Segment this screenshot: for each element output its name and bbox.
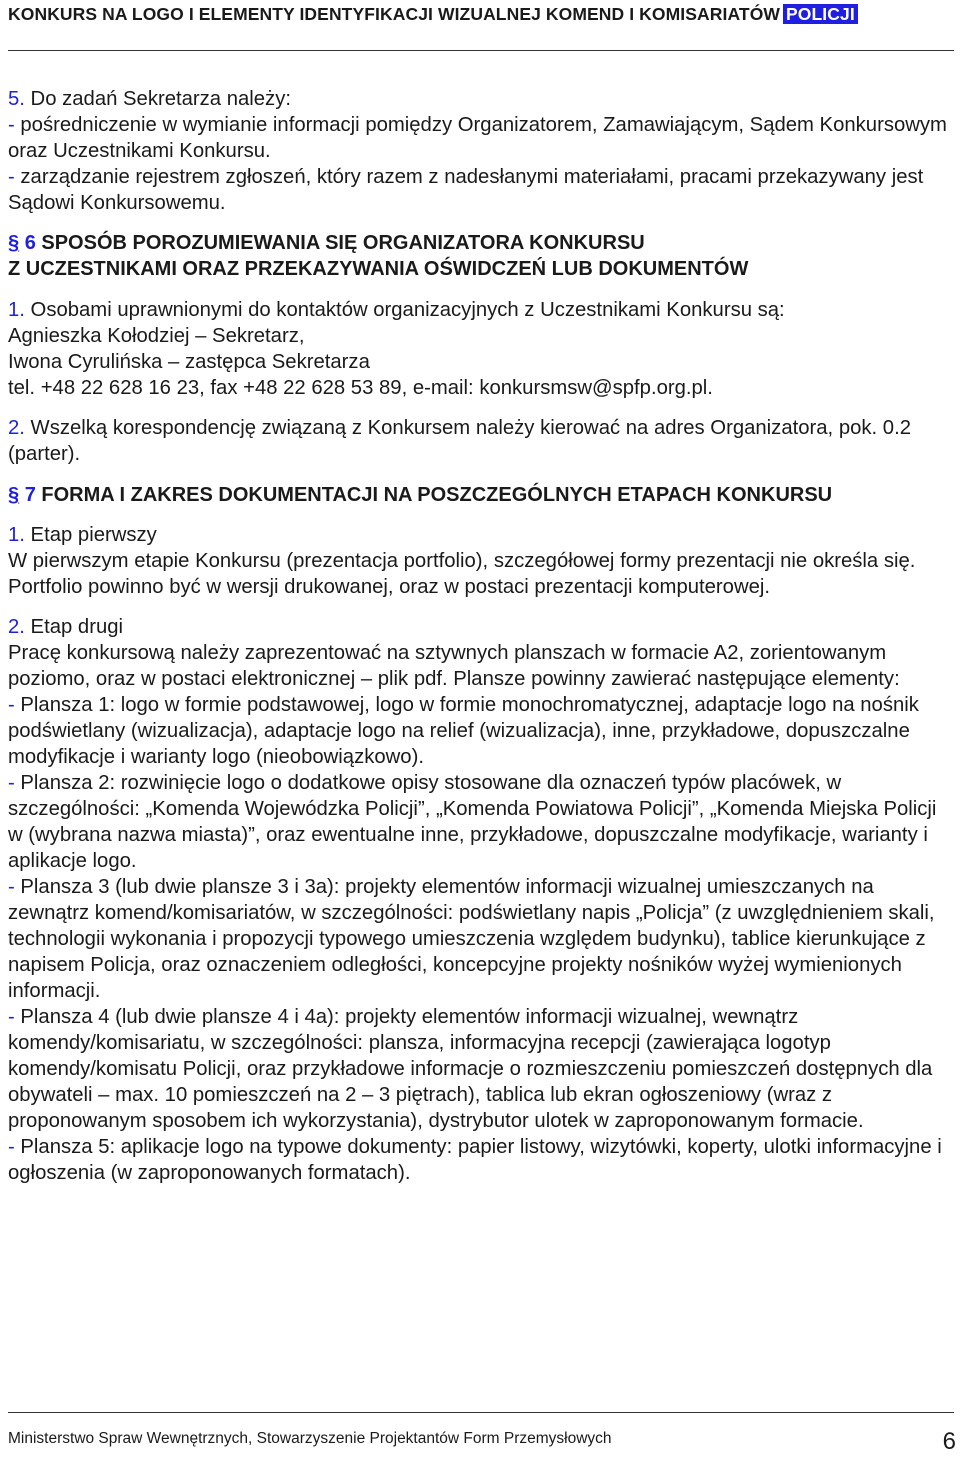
chapter-7	[8, 482, 952, 1186]
document-header	[8, 4, 954, 25]
list-item: - Plansza 3 (lub dwie plansze 3 i 3a): projekty elementów informacji wizualnej umieszczanych na zewnątrz komend/komisariatów, w szczególności: podświetlany napis „Policja” (z uwzględnieniem skali, technologii wykonania i propozycji typowego umieszczenia względem budynku), tablice kierunkujące z napisem Policja, oraz oznaczeniem odległości, koncepcyjne projekty nośników wyżej wymienionych informacji.	[8, 876, 935, 1002]
page-number: 6	[942, 1428, 956, 1455]
section-5-intro: 5. Do zadań Sekretarza należy:	[8, 88, 291, 110]
list-item: - Plansza 1: logo w formie podstawowej, logo w formie monochromatycznej, adaptacje logo na nośnik podświetlany (wizualizacja), adaptacje logo na relief (wizualizacja), inne, przykładowe, dopuszczalne modyfikacje i warianty logo (nieobowiązkowo).	[8, 694, 919, 768]
header-title: KONKURS NA LOGO I ELEMENTY IDENTYFIKACJI WIZUALNEJ KOMEND I KOMISARIATÓW	[8, 4, 781, 24]
list-item: - pośredniczenie w wymianie informacji pomiędzy Organizatorem, Zamawiającym, Sądem Konkursowym oraz Uczestnikami Konkursu.	[8, 114, 947, 162]
list-item: - Plansza 2: rozwinięcie logo o dodatkowe opisy stosowane dla oznaczeń typów placówek, w szczególności: „Komenda Wojewódzka Policji”, „Komenda Powiatowa Policji”, „Komenda Miejska Policji w (wybrana nazwa miasta)”, oraz ewentualne inne, przykładowe, dopuszczalne modyfikacje, warianty i aplikacje logo.	[8, 772, 937, 872]
chapter-7-heading: § 7 FORMA I ZAKRES DOKUMENTACJI NA POSZCZEGÓLNYCH ETAPACH KONKURSU	[8, 484, 833, 506]
stage-1: 1. Etap pierwszy W pierwszym etapie Konkursu (prezentacja portfolio), szczegółowej formy prezentacji nie określa się. Portfolio powinno być w wersji drukowanej, oraz w postaci prezentacji komputerowej.	[8, 524, 916, 598]
chapter-6-number: 6	[24, 232, 36, 254]
list-item: - Plansza 5: aplikacje logo na typowe dokumenty: papier listowy, wizytówki, koperty, ulotki informacyjne i ogłoszenia (w zaproponowanych formatach).	[8, 1136, 942, 1184]
chapter-6	[8, 230, 952, 467]
paragraph-sign-icon: §	[8, 232, 20, 254]
header-divider	[8, 50, 954, 51]
chapter-6-point-1: 1. Osobami uprawnionymi do kontaktów organizacyjnych z Uczestnikami Konkursu są: Agnieszka Kołodziej – Sekretarz, Iwona Cyrulińska – zastępca Sekretarza tel. +48 22 628 16 23, fax +48 22 628 53 89, e-mail: konkursmsw@spfp.org.pl.	[8, 299, 785, 399]
list-item: - zarządzanie rejestrem zgłoszeń, który razem z nadesłanymi materiałami, pracami przekazywany jest Sądowi Konkursowemu.	[8, 166, 924, 214]
chapter-7-number: 7	[24, 484, 36, 506]
footer-divider	[8, 1412, 954, 1413]
chapter-6-heading: § 6 SPOSÓB POROZUMIEWANIA SIĘ ORGANIZATORA KONKURSU Z UCZESTNIKAMI ORAZ PRZEKAZYWANIA OŚWIDCZEŃ LUB DOKUMENTÓW	[8, 232, 749, 280]
document-body	[8, 86, 952, 1186]
header-highlight: POLICJI	[783, 4, 858, 24]
contact-details: tel. +48 22 628 16 23, fax +48 22 628 53 89, e-mail: konkursmsw@spfp.org.pl.	[8, 377, 713, 399]
section-5	[8, 86, 952, 216]
section-5-number: 5.	[8, 88, 25, 110]
list-item: - Plansza 4 (lub dwie plansze 4 i 4a): projekty elementów informacji wizualnej, wewnątrz komendy/komisariatu, w szczególności: plansza, informacyjna recepcji (zawierająca logotyp komendy/komisatu Policji, oraz przykładowe informacje o rozmieszczeniu pomieszczeń dostępnych dla obywateli – max. 10 pomieszczeń na 2 – 3 piętrach), tablica lub ekran ogłoszeniowy (wraz z proponowanym sposobem ich wykorzystania), dystrybutor ulotek w zaproponowanym formacie.	[8, 1006, 933, 1132]
stage-2: 2. Etap drugi Pracę konkursową należy zaprezentować na sztywnych planszach w formacie A2, zorientowanym poziomo, oraz w postaci elektronicznej – plik pdf. Plansze powinny zawierać następujące elementy: - Plansza 1: logo w formie podstawowej, logo w formie monochromatycznej, adaptacje logo na nośnik podświetlany (wizualizacja), adaptacje logo na relief (wizualizacja), inne, przykładowe, dopuszczalne modyfikacje i warianty logo (nieobowiązkowo). - Plansza 2: rozwinięcie logo o dodatkowe opisy stosowane dla oznaczeń typów placówek, w szczególności: „Komenda Wojewódzka Policji”, „Komenda Powiatowa Policji”, „Komenda Miejska Policji w (wybrana nazwa miasta)”, oraz ewentualne inne, przykładowe, dopuszczalne modyfikacje, warianty i aplikacje logo. - Plansza 3 (lub dwie plansze 3 i 3a): projekty elementów informacji wizualnej umieszczanych na zewnątrz komend/komisariatów, w szczególności: podświetlany napis „Policja” (z uwzględnieniem skali, technologii wykonania i propozycji typowego umieszczenia względem budynku), tablice kierunkujące z napisem Policja, oraz oznaczeniem odległości, koncepcyjne projekty nośników wyżej wymienionych informacji. - Plansza 4 (lub dwie plansze 4 i 4a): projekty elementów informacji wizualnej, wewnątrz komendy/komisariatu, w szczególności: plansza, informacyjna recepcji (zawierająca logotyp komendy/komisatu Policji, oraz przykładowe informacje o rozmieszczeniu pomieszczeń dostępnych dla obywateli – max. 10 pomieszczeń na 2 – 3 piętrach), tablica lub ekran ogłoszeniowy (wraz z proponowanym sposobem ich wykorzystania), dystrybutor ulotek w zaproponowanym formacie. - Plansza 5: aplikacje logo na typowe dokumenty: papier listowy, wizytówki, koperty, ulotki informacyjne i ogłoszenia (w zaproponowanych formatach).	[8, 614, 952, 1186]
chapter-6-point-2: 2. Wszelką korespondencję związaną z Konkursem należy kierować na adres Organizatora, pok. 0.2 (parter).	[8, 417, 911, 465]
paragraph-sign-icon: §	[8, 484, 20, 506]
document-footer: Ministerstwo Spraw Wewnętrznych, Stowarzyszenie Projektantów Form Przemysłowych	[8, 1430, 612, 1447]
